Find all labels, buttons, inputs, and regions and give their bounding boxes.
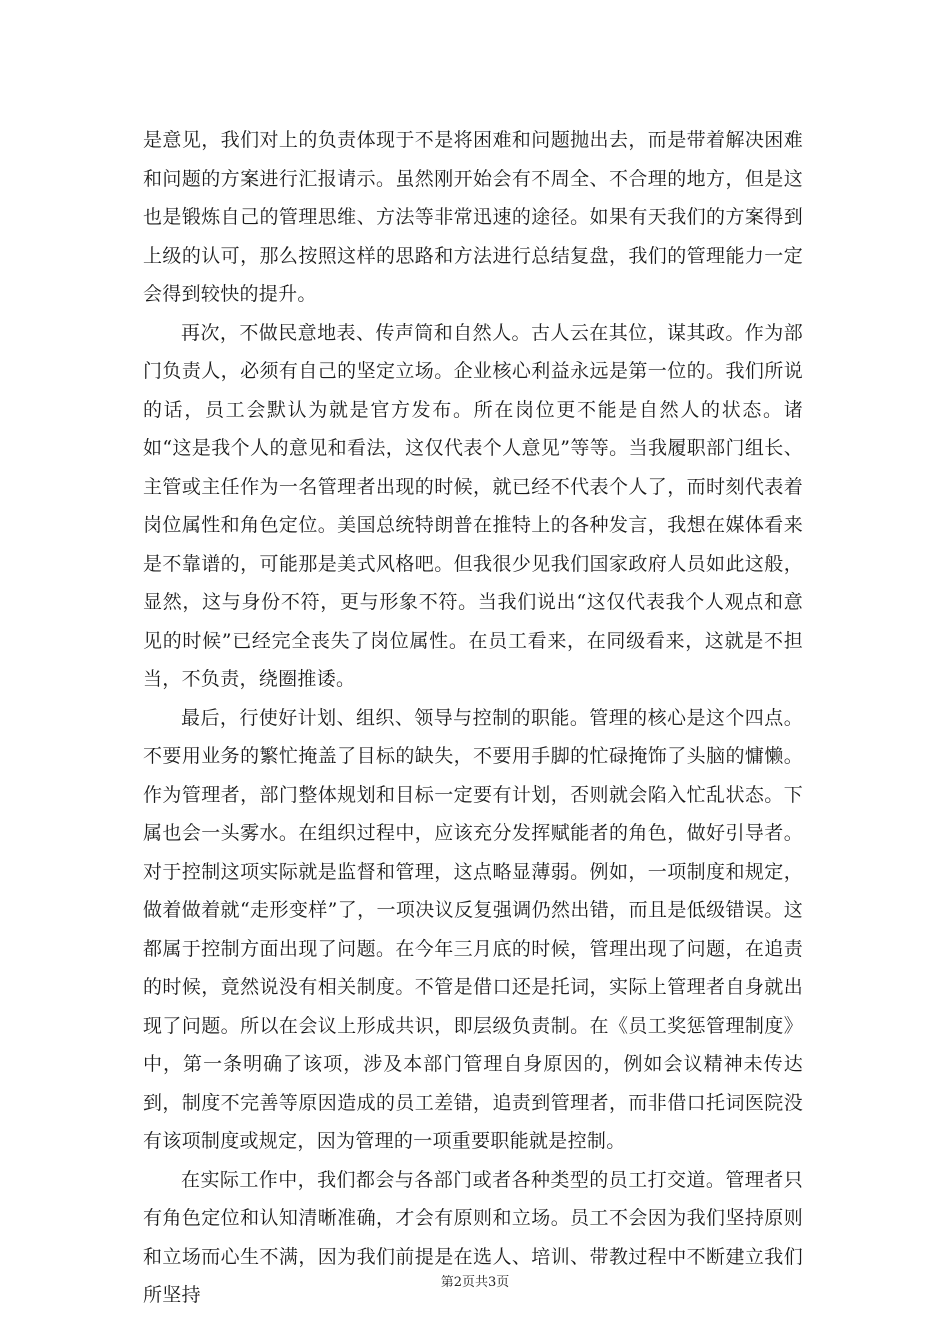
page-number-footer: 第2页共3页 (440, 1275, 510, 1290)
paragraph-continuation: 是意见，我们对上的负责体现于不是将困难和问题抛出去，而是带着解决困难和问题的方案进行汇报请示。虽然刚开始会有不周全、不合理的地方，但是这也是锻炼自己的管理思维、方法等非常迅速的途径。如果有天我们的方案得到上级的认可，那么按照这样的思路和方法进行总结复盘，我们的管理能力一定会得到较快的提升。 (143, 129, 803, 305)
document-body (143, 121, 803, 1315)
paragraph-position-stance: 再次，不做民意地表、传声筒和自然人。古人云在其位，谋其政。作为部门负责人，必须有自己的坚定立场。企业核心利益永远是第一位的。我们所说的话，员工会默认为就是官方发布。所在岗位更不能是自然人的状态。诸如“这是我个人的意见和看法，这仅代表个人意见”等等。当我履职部门组长、主管或主任作为一名管理者出现的时候，就已经不代表个人了，而时刻代表着岗位属性和角色定位。美国总统特朗普在推特上的各种发言，我想在媒体看来是不靠谱的，可能那是美式风格吧。但我很少见我们国家政府人员如此这般，显然，这与身份不符，更与形象不符。当我们说出“这仅代表我个人观点和意见的时候”已经完全丧失了岗位属性。在员工看来，在同级看来，这就是不担当，不负责，绕圈推诿。 (143, 321, 803, 690)
paragraph-practical-work: 在实际工作中，我们都会与各部门或者各种类型的员工打交道。管理者只有角色定位和认知清晰准确，才会有原则和立场。员工不会因为我们坚持原则和立场而心生不满，因为我们前提是在选人、培训、带教过程中不断建立我们所坚持 (143, 1168, 803, 1306)
paragraph-management-functions: 最后，行使好计划、组织、领导与控制的职能。管理的核心是这个四点。不要用业务的繁忙掩盖了目标的缺失，不要用手脚的忙碌掩饰了头脑的慵懒。作为管理者，部门整体规划和目标一定要有计划，否则就会陷入忙乱状态。下属也会一头雾水。在组织过程中，应该充分发挥赋能者的角色，做好引导者。对于控制这项实际就是监督和管理，这点略显薄弱。例如，一项制度和规定，做着做着就“走形变样”了，一项决议反复强调仍然出错，而且是低级错误。这都属于控制方面出现了问题。在今年三月底的时候，管理出现了问题，在追责的时候，竟然说没有相关制度。不管是借口还是托词，实际上管理者自身就出现了问题。所以在会议上形成共识，即层级负责制。在《员工奖惩管理制度》中，第一条明确了该项，涉及本部门管理自身原因的，例如会议精神未传达到，制度不完善等原因造成的员工差错，追责到管理者，而非借口托词医院没有该项制度或规定，因为管理的一项重要职能就是控制。 (143, 706, 803, 1152)
